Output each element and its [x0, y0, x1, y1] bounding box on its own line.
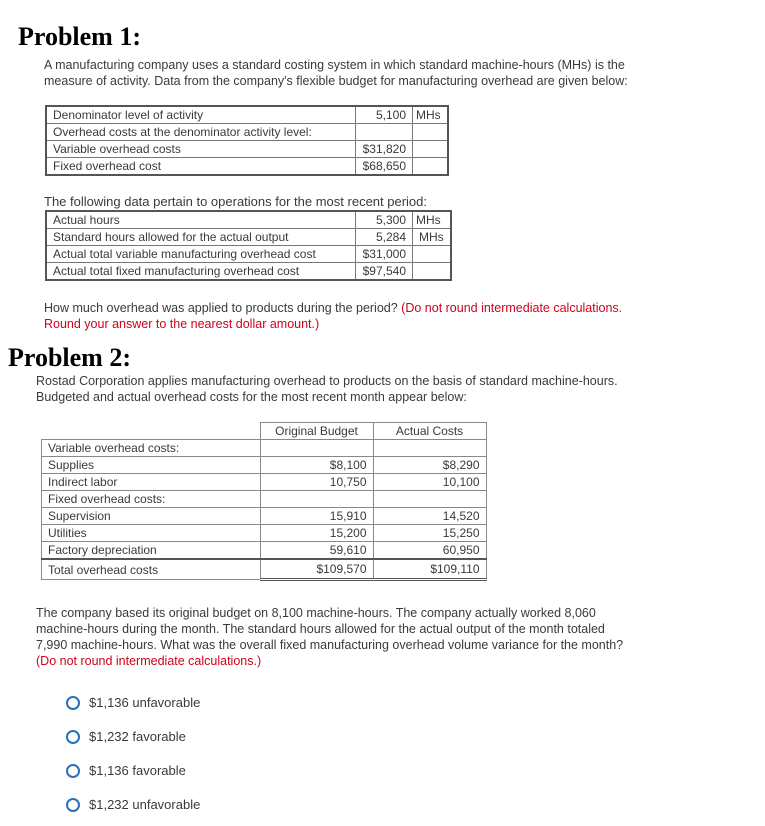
option-label: $1,232 favorable: [89, 729, 186, 744]
option-label: $1,136 unfavorable: [89, 695, 201, 710]
table-row: [42, 474, 487, 491]
row-label: Factory depreciation: [42, 542, 261, 560]
row-unit: [413, 158, 449, 176]
row-value: 5,100: [356, 106, 413, 124]
problem2-title: Problem 2:: [8, 343, 131, 372]
row-label: Utilities: [42, 525, 261, 542]
row-actual: 15,250: [373, 525, 486, 542]
col-header-actual: Actual Costs: [373, 423, 486, 440]
table-row: [46, 229, 451, 246]
row-label: Actual total variable manufacturing overhead cost: [46, 246, 356, 263]
table-row: [46, 158, 448, 176]
row-label: Supplies: [42, 457, 261, 474]
row-label: Denominator level of activity: [46, 106, 356, 124]
row-budget: 15,910: [260, 508, 373, 525]
row-label: Fixed overhead costs:: [42, 491, 261, 508]
problem1-intro: A manufacturing company uses a standard costing system in which standard machine-hours (MHs) is the measure of activity. Data from the company's flexible budget for manufacturing overhead are given below:: [44, 58, 628, 88]
row-label: Supervision: [42, 508, 261, 525]
option-label: $1,136 favorable: [89, 763, 186, 778]
problem1-question: How much overhead was applied to products during the period? (Do not round intermediate calculations. Round your answer to the nearest dollar amount.): [44, 301, 623, 331]
problem2-intro: Rostad Corporation applies manufacturing overhead to products on the basis of standard machine-hours. Budgeted and actual overhead costs for the most recent month appear below:: [36, 374, 618, 404]
table-row: [46, 211, 451, 229]
row-value: $31,000: [356, 246, 413, 263]
table-row: [46, 263, 451, 281]
row-unit: [413, 263, 451, 281]
row-label: Indirect labor: [42, 474, 261, 491]
row-actual: 60,950: [373, 542, 486, 560]
answer-option-2[interactable]: [66, 729, 186, 744]
answer-option-1[interactable]: [66, 695, 200, 710]
row-label: Actual hours: [46, 211, 356, 229]
row-label: Total overhead costs: [42, 559, 261, 580]
row-value: $31,820: [356, 141, 413, 158]
radio-button[interactable]: [66, 696, 80, 710]
row-value: $97,540: [356, 263, 413, 281]
row-value: 5,284: [356, 229, 413, 246]
row-label: Standard hours allowed for the actual output: [46, 229, 356, 246]
row-label: Variable overhead costs: [46, 141, 356, 158]
row-value: 5,300: [356, 211, 413, 229]
problem1-actual-table: [45, 210, 452, 281]
row-unit: MHs: [413, 229, 451, 246]
row-unit: MHs: [413, 106, 449, 124]
answer-option-4[interactable]: [66, 797, 200, 812]
row-label: Variable overhead costs:: [42, 440, 261, 457]
row-actual: $8,290: [373, 457, 486, 474]
row-unit: MHs: [413, 211, 451, 229]
row-value: [356, 124, 413, 141]
radio-button[interactable]: [66, 764, 80, 778]
table-row: [46, 246, 451, 263]
problem1-following-text: The following data pertain to operations for the most recent period:: [44, 194, 427, 209]
row-label: Fixed overhead cost: [46, 158, 356, 176]
row-budget: $8,100: [260, 457, 373, 474]
table-row: [46, 124, 448, 141]
row-actual: [373, 440, 486, 457]
row-unit: [413, 246, 451, 263]
problem1-budget-table: [45, 105, 449, 176]
table-row: [42, 542, 487, 560]
table-total-row: [42, 559, 487, 580]
row-actual: $109,110: [373, 559, 486, 580]
row-budget: [260, 491, 373, 508]
problem2-overhead-table: [41, 422, 487, 581]
row-actual: 10,100: [373, 474, 486, 491]
table-row: [46, 106, 448, 124]
table-row: [42, 491, 487, 508]
row-budget: 59,610: [260, 542, 373, 560]
table-header-row: [42, 423, 487, 440]
answer-option-3[interactable]: [66, 763, 186, 778]
row-label: Actual total fixed manufacturing overhead cost: [46, 263, 356, 281]
problem1-title: Problem 1:: [18, 22, 141, 51]
row-unit: [413, 124, 449, 141]
problem2-body: The company based its original budget on 8,100 machine-hours. The company actually worked 8,060 machine-hours during the month. The standard hours allowed for the actual output of the month totaled 7,990 machine-hours. What was the overall fixed manufacturing overhead volume variance for the month? (Do not round intermediate calculations.): [36, 606, 624, 668]
row-value: $68,650: [356, 158, 413, 176]
row-budget: $109,570: [260, 559, 373, 580]
row-budget: 15,200: [260, 525, 373, 542]
radio-button[interactable]: [66, 798, 80, 812]
row-unit: [413, 141, 449, 158]
option-label: $1,232 unfavorable: [89, 797, 201, 812]
table-row: [42, 440, 487, 457]
table-row: [42, 525, 487, 542]
table-row: [46, 141, 448, 158]
row-actual: 14,520: [373, 508, 486, 525]
table-row: [42, 508, 487, 525]
col-header-budget: Original Budget: [260, 423, 373, 440]
table-row: [42, 457, 487, 474]
row-actual: [373, 491, 486, 508]
row-budget: 10,750: [260, 474, 373, 491]
radio-button[interactable]: [66, 730, 80, 744]
row-budget: [260, 440, 373, 457]
row-label: Overhead costs at the denominator activity level:: [46, 124, 356, 141]
